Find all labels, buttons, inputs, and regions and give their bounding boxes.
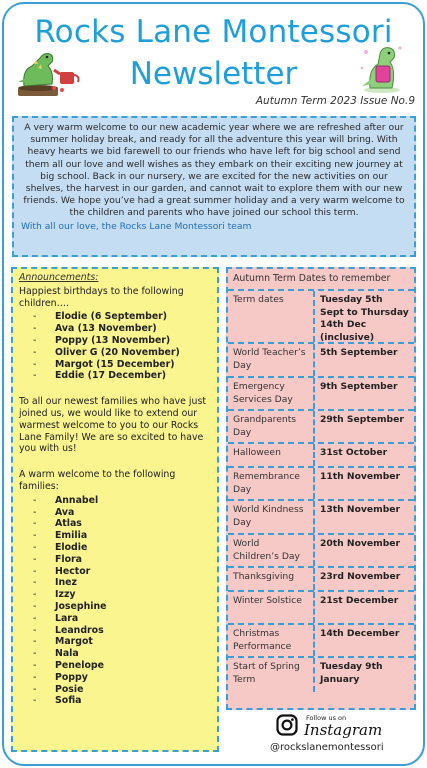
follow-us-text: Follow us on (306, 714, 347, 722)
event-date: 20th November (320, 538, 401, 549)
list-item: - Hector (33, 566, 211, 578)
announcements-heading: Announcements: (19, 272, 99, 283)
event-name: Winter Solstice (228, 592, 315, 623)
event-date: Tuesday 9th January (320, 661, 383, 685)
table-row (228, 378, 414, 411)
event-date: 31st October (320, 447, 388, 458)
newcomers-text: To all our newest families who have just joined us, we would like to extend our warmest welcome to you to our Rocks Lane Family! We are so excited to have you with us! (19, 396, 207, 455)
list-item: - Lara (33, 613, 211, 625)
list-item: - Ava (33, 507, 211, 519)
list-item: - Margot (15 December) (33, 359, 211, 371)
instagram-icon (276, 714, 298, 736)
event-date: 11th November (320, 471, 401, 482)
list-item: - Nala (33, 648, 211, 660)
instagram-follow[interactable] (270, 712, 420, 758)
announcements-box (11, 267, 219, 752)
list-item: - Sofia (33, 695, 211, 707)
list-item: - Eddie (17 December) (33, 370, 211, 382)
newsletter-title-line1: Rocks Lane Montessori (34, 14, 393, 50)
issue-subtitle: Autumn Term 2023 Issue No.9 (255, 95, 415, 107)
list-item: - Poppy (33, 672, 211, 684)
newsletter-title-line2: Newsletter (129, 56, 298, 92)
families-list (33, 495, 211, 707)
list-item: - Emilia (33, 530, 211, 542)
event-name: Remembrance Day (228, 468, 315, 499)
event-name: Start of Spring Term (228, 658, 315, 692)
event-date: 9th September (320, 381, 398, 392)
instagram-handle[interactable]: @rockslanemontessori (270, 742, 384, 753)
table-row (228, 468, 414, 501)
table-row (228, 592, 414, 625)
list-item: - Josephine (33, 601, 211, 613)
list-item: - Inez (33, 577, 211, 589)
event-name: Grandparents Day (228, 411, 315, 442)
event-date: Tuesday 5th Sept to Thursday 14th Dec (inclusive) (320, 294, 409, 343)
list-item: - Ava (13 November) (33, 323, 211, 335)
table-row (228, 501, 414, 535)
event-name: World Children’s Day (228, 535, 315, 566)
event-date: 5th September (320, 347, 398, 358)
table-row (228, 535, 414, 568)
event-name: Emergency Services Day (228, 378, 315, 409)
list-item: - Margot (33, 636, 211, 648)
event-name: Term dates (228, 291, 315, 342)
birthday-list (33, 311, 211, 382)
list-item: - Izzy (33, 589, 211, 601)
table-row (228, 291, 414, 344)
list-item: - Penelope (33, 660, 211, 672)
term-dates-table (226, 267, 416, 710)
event-date: 13th November (320, 504, 401, 515)
birthdays-intro: Happiest birthdays to the following children…. (19, 285, 184, 309)
welcome-signoff: With all our love, the Rocks Lane Montessori team (21, 220, 252, 232)
list-item: - Atlas (33, 518, 211, 530)
event-date: 14th December (320, 628, 400, 639)
table-row (228, 625, 414, 658)
list-item: - Posie (33, 684, 211, 696)
event-name: Halloween (228, 444, 315, 466)
event-name: Christmas Performance (228, 625, 315, 656)
table-row (228, 568, 414, 592)
event-date: 23rd November (320, 571, 401, 582)
instagram-brand: Instagram (304, 721, 383, 739)
table-row (228, 411, 414, 444)
list-item: - Poppy (13 November) (33, 335, 211, 347)
event-name: World Kindness Day (228, 501, 315, 533)
table-row (228, 444, 414, 468)
list-item: - Oliver G (20 November) (33, 347, 211, 359)
event-name: World Teacher’s Day (228, 344, 315, 376)
table-row (228, 344, 414, 378)
welcome-message-box (12, 116, 416, 257)
term-dates-heading: Autumn Term Dates to remember (228, 269, 414, 291)
list-item: - Leandros (33, 625, 211, 637)
table-row (228, 658, 414, 692)
families-intro: A warm welcome to the following families: (19, 469, 176, 492)
event-date: 21st December (320, 595, 399, 606)
event-name: Thanksgiving (228, 568, 315, 590)
event-date: 29th September (320, 414, 404, 425)
list-item: - Annabel (33, 495, 211, 507)
list-item: - Flora (33, 554, 211, 566)
welcome-body: A very warm welcome to our new academic year where we are refreshed after our summer holiday break, and ready for all the adventure this year will bring. With heavy hearts we bid farewell to our friends who have left for big school and send them all our love and well wishes as they embark on their exciting new journey at big school. Back in our nursery, we are excited for the new activities on our shelves, the harvest in our garden, and cannot wait to explore them with our new friends. We hope you’ve had a great summer holiday and a very warm welcome to the children and parents who have joined our school this term. (23, 122, 405, 219)
list-item: - Elodie (6 September) (33, 311, 211, 323)
list-item: - Elodie (33, 542, 211, 554)
